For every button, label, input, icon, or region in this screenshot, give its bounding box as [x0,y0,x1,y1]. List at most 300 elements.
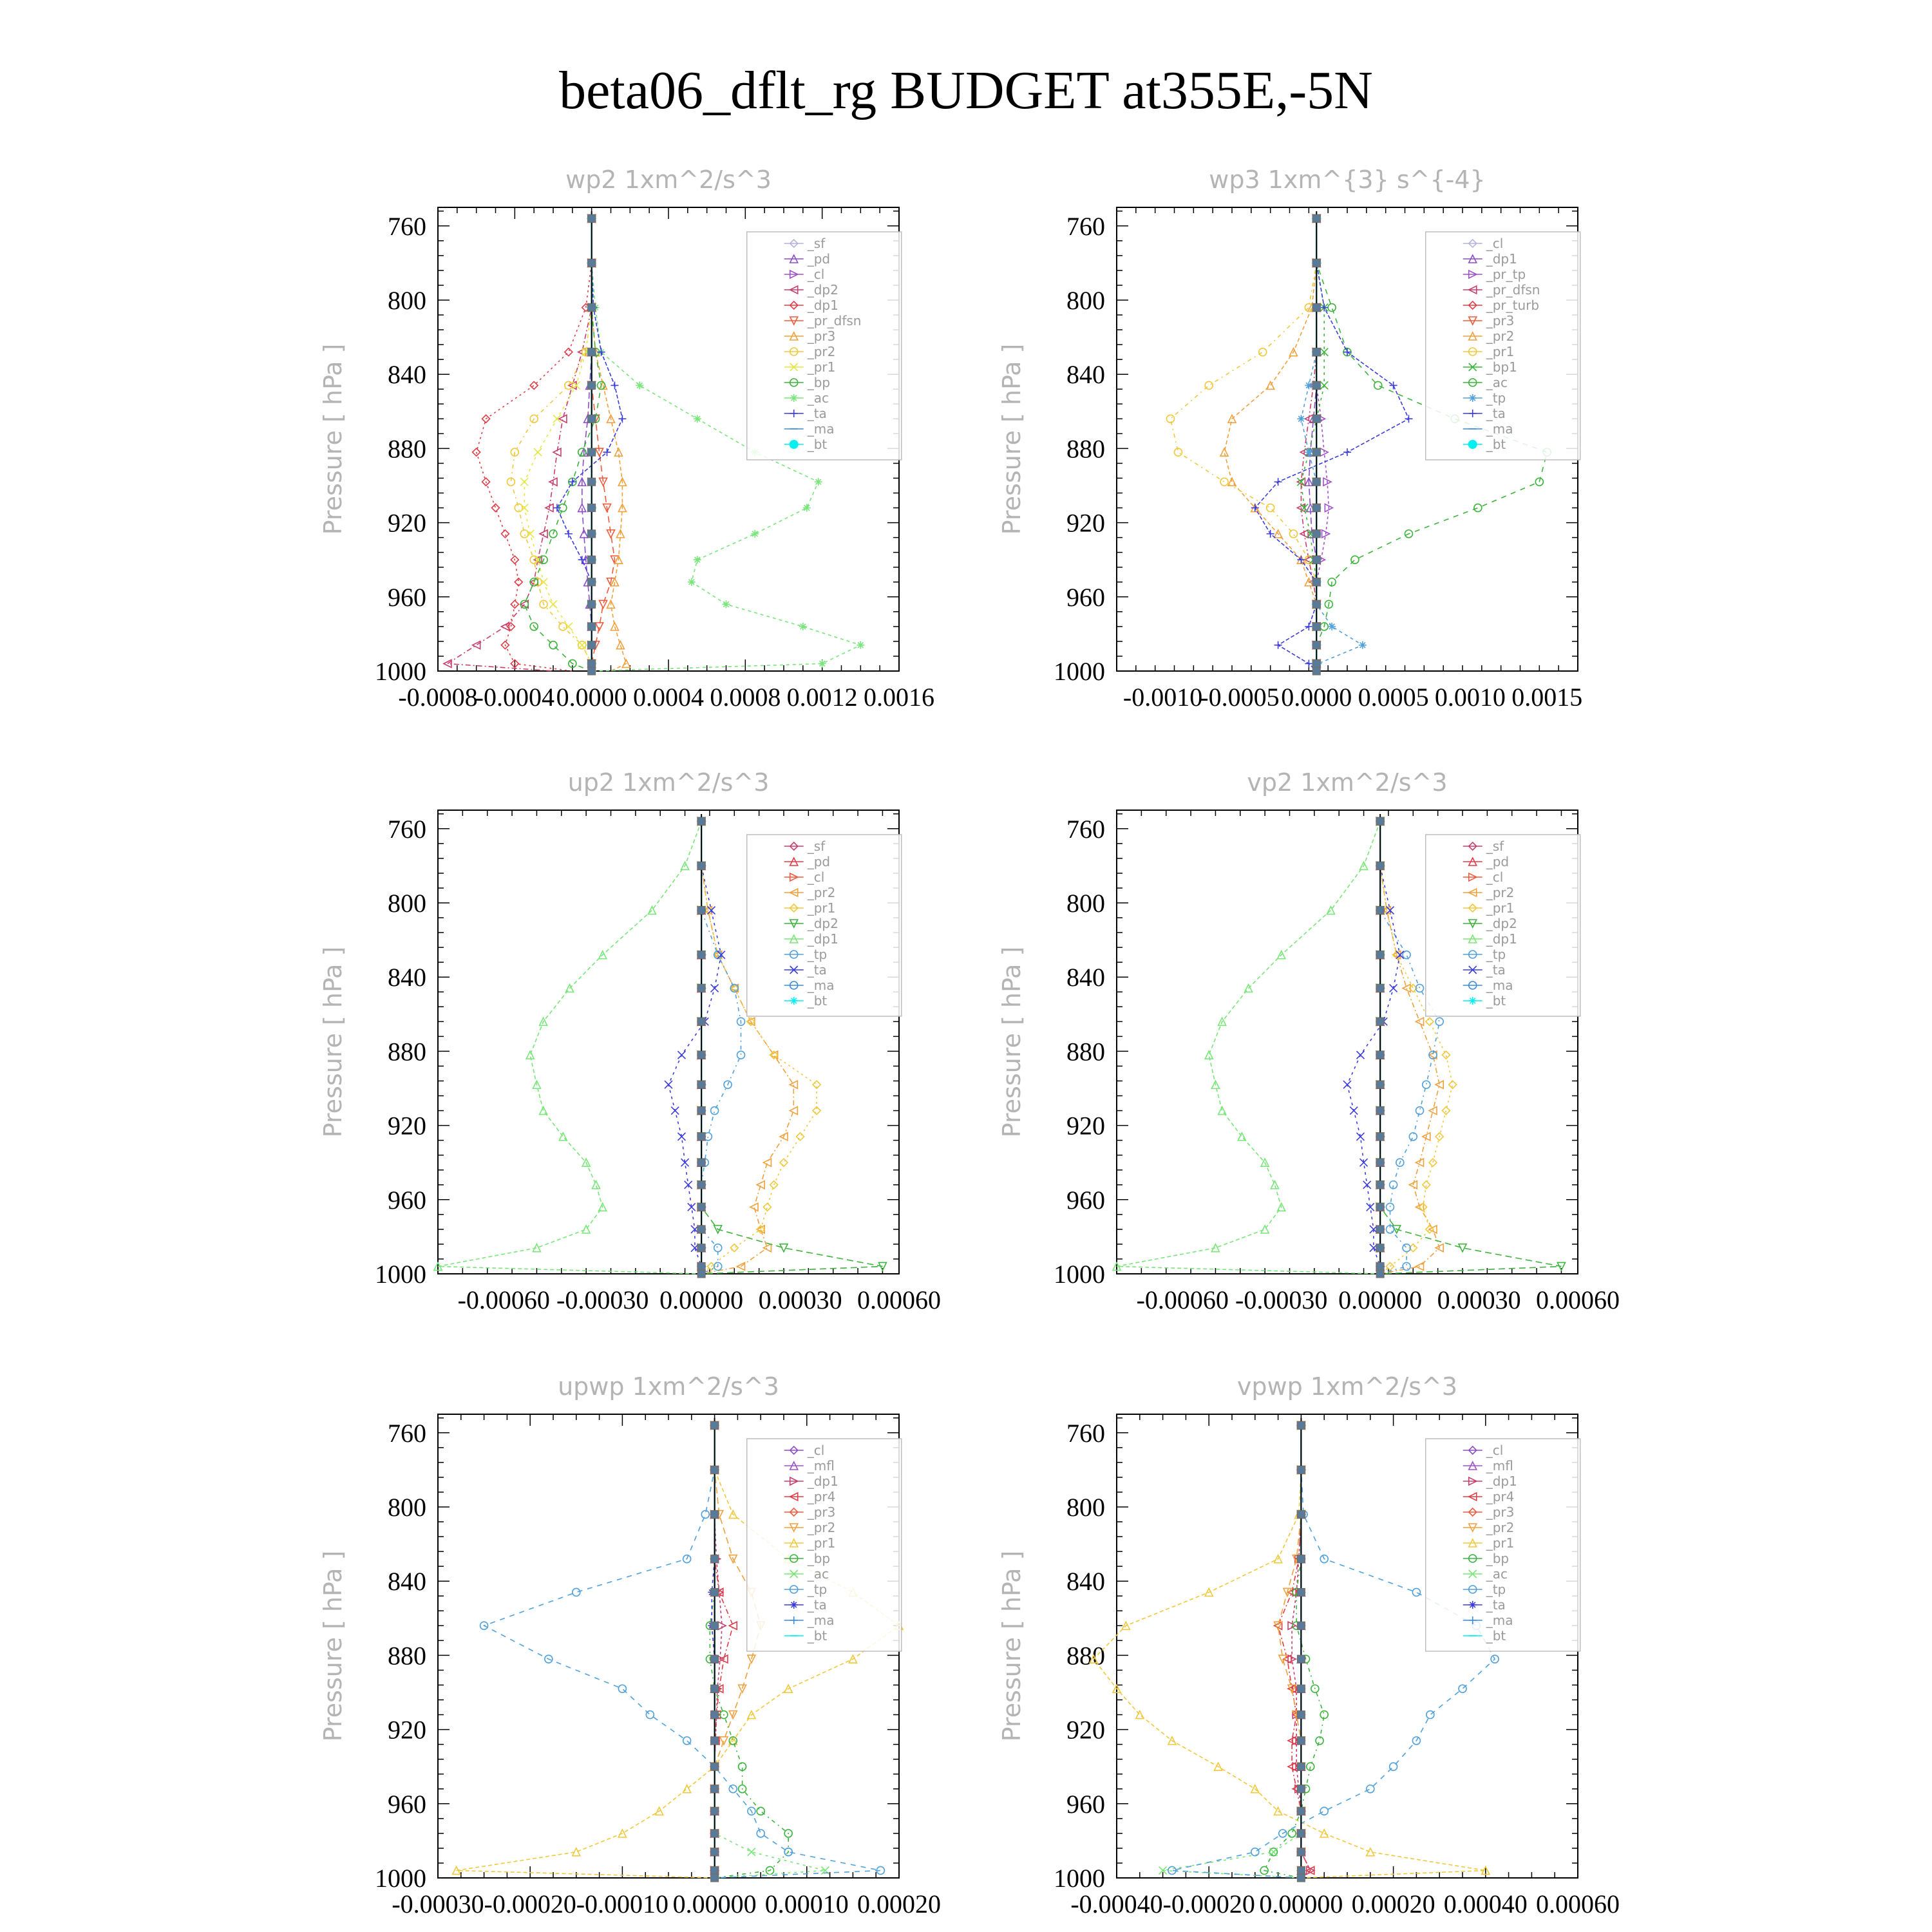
data-point-pr2 [770,1051,778,1059]
data-point-tp [1416,1107,1424,1115]
data-point-bt [1312,478,1320,486]
data-point-pr1 [1423,1181,1430,1189]
data-point-bt [711,1466,719,1473]
y-tick-label: 760 [388,1418,426,1448]
y-tick-label: 760 [1066,814,1105,844]
data-point-bt [1312,214,1320,222]
data-point-bt [711,1655,719,1663]
data-point-tp [618,1685,626,1692]
legend-entry: _pr1 [807,1535,836,1551]
x-tick-label: 0.0000 [556,683,627,712]
data-point-bt [588,259,596,267]
data-point-bt [588,381,596,389]
data-point-bt [1297,1555,1305,1563]
legend-entry: _bt [807,437,828,452]
data-point-pr1 [520,478,528,486]
data-point-bt [1312,600,1320,608]
data-point-bt [588,478,596,486]
data-point-dp1 [582,1226,590,1233]
data-point-tp [714,1244,722,1252]
legend-entry: _bp [1486,1551,1510,1566]
data-point-ta [1350,1107,1358,1115]
data-point-tp [1426,1711,1434,1719]
x-tick-label: 0.00060 [1536,1889,1620,1918]
panel-title: wp2 1xm^2/s^3 [565,166,772,194]
x-tick-label: 0.00000 [672,1889,757,1918]
chart-panel-1 [319,166,934,712]
data-point-tp [646,1711,654,1719]
data-point-bt [588,448,596,456]
data-point-bt [1312,381,1320,389]
data-point-bt [1297,1466,1305,1473]
data-point-bt [697,984,705,992]
y-tick-label: 880 [1066,434,1105,464]
series-line-dp1 [477,218,592,671]
y-tick-label: 960 [1066,582,1105,612]
legend-entry: _bt [807,1628,828,1643]
data-point-bt [1376,1133,1384,1141]
x-tick-label: -0.00040 [1070,1889,1163,1918]
y-tick-label: 760 [388,814,426,844]
legend-entry: _dp1 [1486,931,1517,947]
legend-entry: _pr3 [1486,313,1515,328]
series-line-ac [1163,1425,1302,1878]
data-point-pr1 [1426,1018,1434,1025]
y-tick-label: 760 [1066,211,1105,241]
series-line-tp [701,821,741,1274]
data-point-tp [1305,381,1312,389]
y-tick-label: 1000 [1054,657,1105,686]
data-point-pr1 [1289,530,1297,538]
data-point-bt [1312,556,1320,564]
legend-marker [1469,394,1477,402]
data-point-ac [723,600,730,608]
y-tick-label: 840 [388,963,426,992]
data-point-bt [588,641,596,649]
data-point-bt [1297,1421,1305,1429]
data-point-dp1 [1271,1181,1278,1189]
legend-entry: _mfl [807,1458,835,1473]
y-tick-label: 840 [1066,1567,1105,1596]
y-tick-label: 1000 [375,1260,426,1289]
data-point-pr1 [540,578,547,586]
data-point-bt [588,600,596,608]
legend-marker [790,1601,798,1609]
data-point-ac [694,556,701,564]
data-point-bt [697,1226,705,1233]
data-point-bt [711,1421,719,1429]
x-tick-label: -0.0005 [1200,683,1280,712]
x-tick-label: 0.0005 [1358,683,1429,712]
data-point-bt [1376,951,1384,959]
panel-title: wp3 1xm^{3} s^{-4} [1209,166,1486,194]
series-line-ta [668,821,721,1274]
data-point-pr1 [1429,1159,1437,1166]
data-point-pr1 [549,600,557,608]
y-tick-label: 920 [1066,508,1105,538]
legend-entry: _pd [1486,854,1510,869]
x-tick-label: 0.0008 [710,683,781,712]
chart-panel-4 [998,768,1620,1314]
legend-entry: _bt [1486,437,1506,452]
data-point-bt [711,1511,719,1519]
data-point-pr1 [1167,415,1175,422]
data-point-bt [711,1622,719,1629]
y-tick-label: 960 [388,1185,426,1215]
data-point-ac [803,504,811,512]
legend-entry: _ta [1486,1597,1506,1613]
y-axis-label: Pressure [ hPa ] [319,343,347,535]
legend-entry: _ma [807,421,835,437]
y-tick-label: 880 [388,434,426,464]
legend-entry: _tp [1486,1582,1506,1597]
y-tick-label: 800 [1066,1493,1105,1522]
data-point-ta [1390,984,1397,992]
data-point-bt [1297,1511,1305,1519]
figure-title: beta06_dflt_rg BUDGET at355E,-5N [559,61,1373,120]
x-tick-label: -0.0008 [398,683,478,712]
legend-entry: _pd [807,854,831,869]
legend-entry: _dp1 [807,1473,838,1489]
y-axis-label: Pressure [ hPa ] [998,1550,1026,1742]
chart-panel-5 [319,1372,941,1918]
data-point-pr1 [565,623,573,630]
data-point-ta [1386,907,1394,914]
data-point-pr1 [534,448,542,456]
series-line-pr2 [1224,218,1316,671]
legend-entry: _bt [1486,1628,1506,1643]
y-axis-label: Pressure [ hPa ] [319,1550,347,1742]
data-point-bt [1376,1244,1384,1252]
legend-entry: _pr1 [807,359,836,375]
data-point-bt [711,1785,719,1793]
x-tick-label: 0.0016 [864,683,934,712]
data-point-pr1 [1442,1051,1450,1059]
legend-entry: _bp1 [1486,359,1517,375]
y-tick-label: 840 [388,360,426,390]
data-point-bt [1312,578,1320,586]
y-tick-label: 920 [388,1111,426,1141]
data-point-tp [1297,415,1305,422]
data-point-ac [1374,381,1382,389]
chart-panel-2 [998,166,1582,712]
data-point-pr2 [1429,1107,1437,1115]
data-point-pr1 [763,1203,771,1211]
data-point-ac [1351,556,1359,564]
data-point-bt [1312,348,1320,356]
data-point-pr1 [797,1133,804,1141]
legend-entry: _ac [807,390,829,406]
data-point-tp [1412,1588,1420,1596]
data-point-bt [588,214,596,222]
data-point-bp [549,641,557,649]
data-point-ac [748,1848,755,1856]
y-tick-label: 960 [1066,1789,1105,1819]
y-tick-label: 800 [388,286,426,315]
panel-title: vp2 1xm^2/s^3 [1247,768,1448,797]
legend-entry: _ta [1486,962,1506,978]
x-tick-label: 0.0000 [1281,683,1352,712]
panel-title: vpwp 1xm^2/s^3 [1236,1372,1458,1401]
legend-entry: _pr2 [1486,328,1515,344]
data-point-bt [1297,1848,1305,1856]
data-point-bt [588,348,596,356]
data-point-bt [1376,1226,1384,1233]
chart-panel-6 [998,1372,1620,1918]
data-point-pr2 [763,1244,771,1252]
data-point-bt [1312,415,1320,422]
data-point-bt [1376,984,1384,992]
series-line-dp1 [438,821,701,1274]
legend-entry: _pr_dfsn [1486,282,1540,298]
data-point-bt [588,667,596,675]
data-point-tp [1423,1081,1430,1088]
legend-entry: _pr3 [807,328,836,344]
data-point-tp [573,1588,580,1596]
legend-entry: _pr1 [1486,344,1515,359]
data-point-bt [697,1262,705,1270]
data-point-dp1 [1205,1051,1213,1059]
data-point-tp [1251,1848,1259,1856]
data-point-pr1 [1449,1081,1457,1088]
y-axis-label: Pressure [ hPa ] [998,343,1026,535]
data-point-dp1 [1261,1226,1269,1233]
x-tick-label: -0.00060 [457,1285,550,1314]
y-tick-label: 760 [388,211,426,241]
data-point-tp [1435,1018,1443,1025]
legend-entry: _cl [807,869,825,885]
y-tick-label: 920 [388,1715,426,1745]
data-point-ta [565,530,573,538]
data-point-bt [1297,1830,1305,1837]
data-point-bt [711,1711,719,1719]
legend-entry: _bt [1486,993,1506,1009]
data-point-bp [757,1807,764,1815]
data-point-bt [1297,1866,1305,1874]
series-line-pr1 [1171,218,1317,671]
y-tick-label: 960 [388,1789,426,1819]
data-point-pr4 [729,1622,737,1629]
legend-entry: _pr_dfsn [807,313,862,328]
y-tick-label: 800 [1066,286,1105,315]
x-tick-label: -0.00020 [1162,1889,1255,1918]
legend-entry: _dp1 [1486,251,1517,267]
data-point-bt [697,1133,705,1141]
data-point-bt [588,304,596,312]
y-tick-label: 840 [1066,360,1105,390]
data-point-bt [697,817,705,825]
data-point-bt [1297,1874,1305,1882]
data-point-ta [1356,1051,1364,1059]
legend-entry: _dp2 [807,916,838,931]
legend-entry: _ma [1486,1613,1513,1628]
y-tick-label: 840 [1066,963,1105,992]
legend-entry: _pr_turb [1486,298,1540,313]
data-point-bt [697,862,705,869]
legend-entry: _bp [807,1551,831,1566]
data-point-pr2 [790,1107,797,1115]
y-tick-label: 800 [388,889,426,918]
legend-entry: _dp2 [1486,916,1517,931]
data-point-pr1 [1442,1107,1450,1115]
series-line-pr1 [524,218,591,671]
data-point-tp [1390,1763,1397,1770]
data-point-tp [737,1051,745,1059]
data-point-ta [1343,1081,1351,1088]
x-tick-label: 0.0012 [786,683,858,712]
data-point-pr2 [720,1737,728,1745]
legend-entry: _dp1 [1486,1473,1517,1489]
data-point-bt [588,659,596,667]
data-point-bt [711,1685,719,1692]
data-point-ac [694,415,701,422]
x-tick-label: 0.00020 [857,1889,941,1918]
data-point-pr2 [750,1203,758,1211]
data-point-pr4 [1274,1622,1282,1629]
data-point-ta [1356,1133,1364,1141]
y-tick-label: 840 [388,1567,426,1596]
data-point-bt [1312,667,1320,675]
data-point-tp [1328,623,1336,630]
chart-panel-3 [319,768,941,1314]
x-tick-label: -0.00030 [1235,1285,1328,1314]
data-point-bt [697,1181,705,1189]
data-point-tp [1403,1262,1410,1270]
data-point-bt [588,415,596,422]
legend-entry: _cl [1486,236,1504,251]
x-tick-label: 0.00060 [1536,1285,1620,1314]
data-point-bt [697,1203,705,1211]
legend-entry: _pr3 [1486,1504,1515,1520]
legend-entry: _ta [1486,406,1506,421]
legend-entry: _dp2 [807,282,838,298]
data-point-bt [711,1874,719,1882]
data-point-bt [697,1107,705,1115]
x-tick-label: 0.00010 [764,1889,849,1918]
data-point-bt [1376,1018,1384,1025]
data-point-ac [1269,1848,1277,1856]
data-point-bt [1376,817,1384,825]
data-point-tp [711,1107,719,1115]
data-point-bt [588,623,596,630]
data-point-bt [1297,1622,1305,1629]
data-point-bt [1376,1270,1384,1278]
data-point-dp1 [526,1051,534,1059]
data-point-tp [730,984,738,992]
legend-entry: _dp1 [807,298,838,313]
data-point-bt [1376,907,1384,914]
x-tick-label: 0.00030 [758,1285,842,1314]
data-point-bt [1297,1588,1305,1596]
data-point-bt [1297,1685,1305,1692]
data-point-bt [711,1807,719,1815]
x-tick-label: 0.00000 [1338,1285,1423,1314]
legend-entry: _ma [1486,978,1513,993]
data-point-ta [707,907,715,914]
data-point-ta [677,1051,685,1059]
x-tick-label: -0.00010 [576,1889,669,1918]
data-point-pr1 [578,641,586,649]
data-point-ac [857,641,864,649]
legend-entry: _ma [807,978,835,993]
legend-entry: _sf [807,236,826,251]
x-tick-label: -0.00030 [392,1889,484,1918]
data-point-tp [1409,1133,1417,1141]
data-point-pr1 [1267,504,1274,512]
legend-entry: _cl [807,267,825,282]
data-point-pr1 [1220,478,1228,486]
y-tick-label: 800 [1066,889,1105,918]
legend-entry: _pr2 [1486,885,1515,900]
data-point-ta [671,1107,679,1115]
data-point-ta [618,415,626,422]
data-point-bt [1312,448,1320,456]
y-tick-label: 880 [388,1037,426,1066]
legend-entry: _pr3 [807,1504,836,1520]
series-line-bp [1264,1425,1324,1878]
data-point-ac [819,659,826,667]
legend-marker [790,394,798,402]
legend-entry: _pr2 [807,344,836,359]
data-point-bt [1312,641,1320,649]
x-tick-label: 0.0004 [633,683,704,712]
legend-entry: _ta [807,962,827,978]
data-point-ac [1328,304,1336,312]
legend-entry: _ac [807,1566,829,1582]
legend-entry: _pr1 [807,900,836,916]
x-tick-label: -0.00060 [1136,1285,1229,1314]
legend-entry: _ta [807,1597,827,1613]
y-tick-label: 920 [388,508,426,538]
y-tick-label: 920 [1066,1715,1105,1745]
data-point-ta [677,1133,685,1141]
data-point-bt [711,1737,719,1745]
data-point-bt [588,556,596,564]
data-point-ta [1390,381,1397,389]
data-point-pr2 [790,1081,797,1088]
y-tick-label: 960 [388,582,426,612]
data-point-bt [1297,1737,1305,1745]
data-point-tp [683,1737,691,1745]
data-point-bt [1376,1159,1384,1166]
legend-entry: _sf [1486,838,1504,854]
data-point-pr1 [1320,1830,1328,1837]
y-tick-label: 760 [1066,1418,1105,1448]
legend-entry: _pr4 [807,1489,836,1504]
data-point-bt [697,1018,705,1025]
data-point-bt [1297,1807,1305,1815]
data-point-bt [697,1081,705,1088]
legend-entry: _tp [1486,947,1506,962]
data-point-pr1 [770,1051,778,1059]
y-axis-label: Pressure [ hPa ] [998,946,1026,1138]
chart-panels [319,166,1620,1918]
data-point-tp [757,1830,764,1837]
data-point-pr2 [739,1685,746,1692]
data-point-ta [1305,623,1312,630]
data-point-dp1 [592,1181,600,1189]
data-point-tp [1403,951,1410,959]
legend-entry: _pr2 [807,1520,836,1535]
legend-entry: _tp [807,1582,828,1597]
data-point-bt [1297,1711,1305,1719]
data-point-tp [701,1511,709,1519]
data-point-bt [1312,304,1320,312]
legend-entry: _pr2 [1486,1520,1515,1535]
legend-entry: _pr1 [1486,1535,1515,1551]
data-point-dp1 [501,530,509,538]
x-tick-label: 0.00000 [1259,1889,1343,1918]
